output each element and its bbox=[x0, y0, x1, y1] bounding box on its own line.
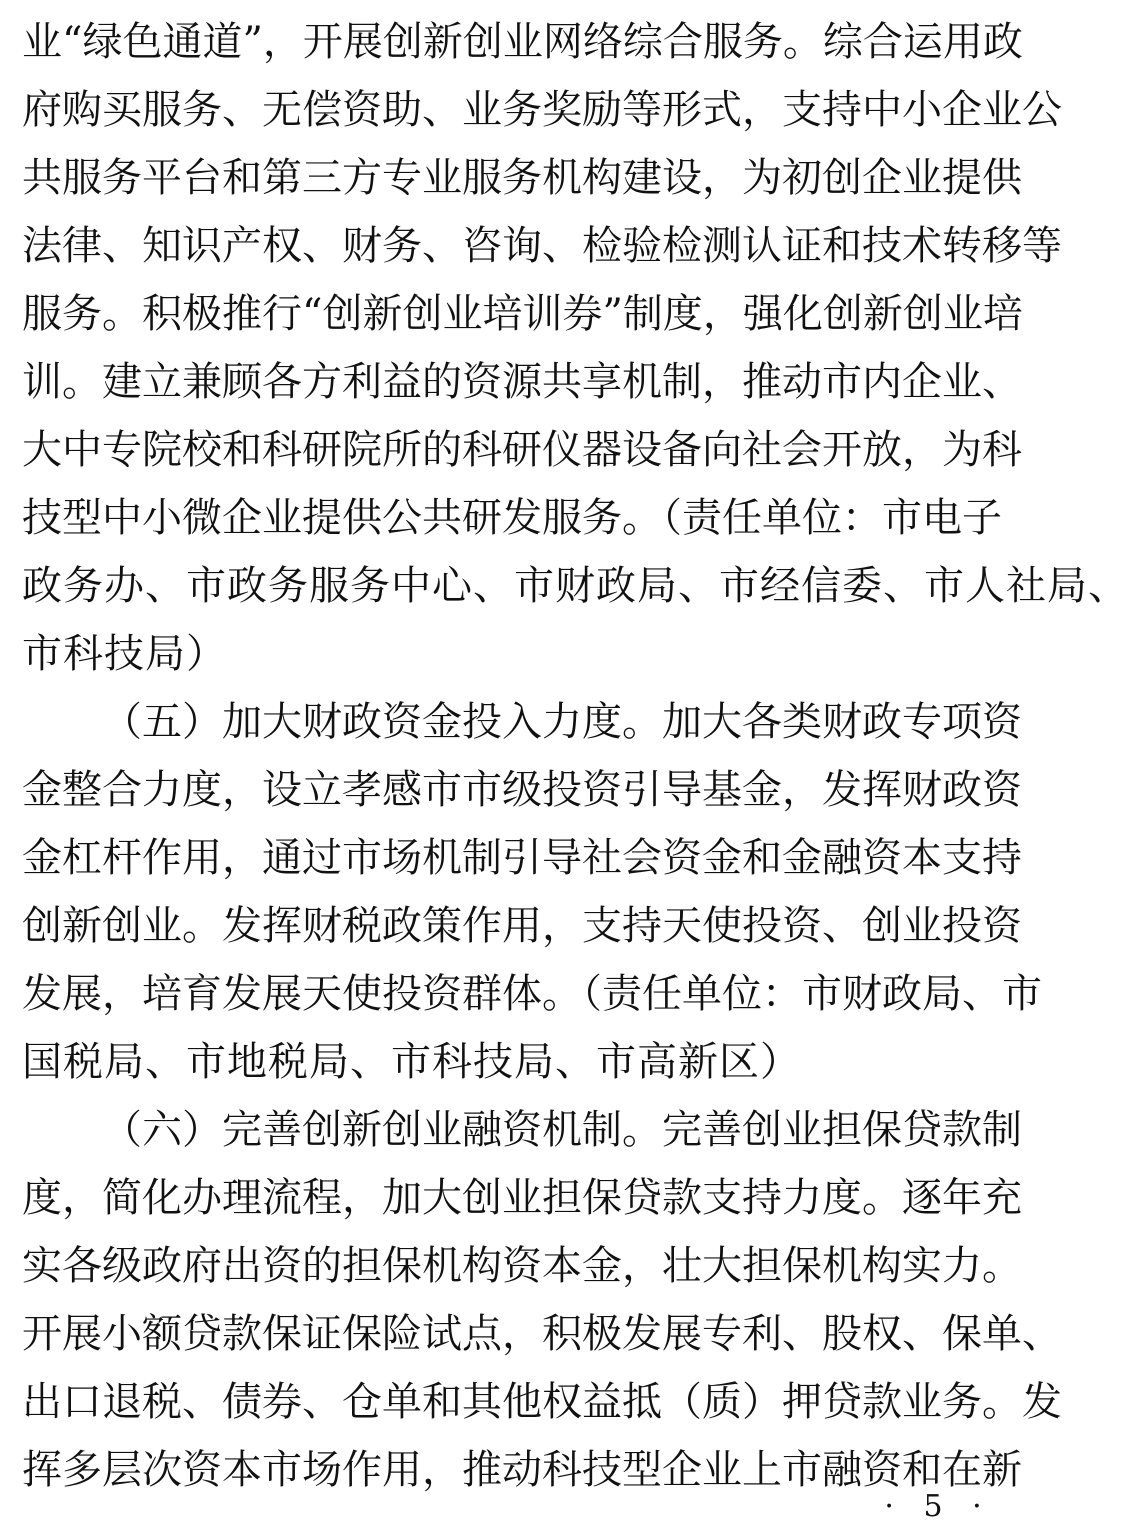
paragraph-line: 技型中小微企业提供公共研发服务。（责任单位：市电子 bbox=[22, 495, 1002, 541]
paragraph-line: 法律、知识产权、财务、咨询、检验检测认证和技术转移等 bbox=[22, 223, 1062, 269]
page-number: · 5 · bbox=[884, 1489, 992, 1524]
paragraph-line: 出口退税、债券、仓单和其他权益抵（质）押贷款业务。发 bbox=[22, 1379, 1062, 1425]
responsibility-line: 市科技局） bbox=[22, 631, 227, 677]
paragraph-line: 开展小额贷款保证保险试点，积极发展专利、股权、保单、 bbox=[22, 1311, 1062, 1357]
paragraph-line: 大中专院校和科研院所的科研仪器设备向社会开放，为科 bbox=[22, 427, 1022, 473]
responsibility-line: 国税局、市地税局、市科技局、市高新区） bbox=[22, 1039, 801, 1085]
paragraph-line: 金整合力度，设立孝感市市级投资引导基金，发挥财政资 bbox=[22, 767, 1022, 813]
paragraph-line: 府购买服务、无偿资助、业务奖励等形式，支持中小企业公 bbox=[22, 87, 1062, 133]
responsibility-line: 政务办、市政务服务中心、市财政局、市经信委、市人社局、 bbox=[22, 563, 1129, 609]
paragraph-line: 度，简化办理流程，加大创业担保贷款支持力度。逐年充 bbox=[22, 1175, 1022, 1221]
section-6-text: 完善创业担保贷款制 bbox=[662, 1107, 1022, 1153]
section-5-first-line bbox=[22, 688, 1022, 756]
paragraph-line: 训。建立兼顾各方利益的资源共享机制，推动市内企业、 bbox=[22, 359, 1022, 405]
paragraph-line: 业“绿色通道”，开展创新创业网络综合服务。综合运用政 bbox=[22, 19, 1023, 65]
paragraph-line: 发展，培育发展天使投资群体。（责任单位：市财政局、市 bbox=[22, 971, 1042, 1017]
section-6-heading: （六）完善创新创业融资机制。 bbox=[102, 1107, 662, 1153]
paragraph-line: 金杠杆作用，通过市场机制引导社会资金和金融资本支持 bbox=[22, 835, 1022, 881]
paragraph-line: 服务。积极推行“创新创业培训券”制度，强化创新创业培 bbox=[22, 291, 1023, 337]
section-6-first-line bbox=[22, 1096, 1022, 1164]
paragraph-line: 挥多层次资本市场作用，推动科技型企业上市融资和在新 bbox=[22, 1447, 1022, 1493]
section-5-heading: （五）加大财政资金投入力度。 bbox=[102, 699, 662, 745]
section-5-text: 加大各类财政专项资 bbox=[662, 699, 1022, 745]
paragraph-line: 共服务平台和第三方专业服务机构建设，为初创企业提供 bbox=[22, 155, 1022, 201]
paragraph-line: 创新创业。发挥财税政策作用，支持天使投资、创业投资 bbox=[22, 903, 1022, 949]
paragraph-line: 实各级政府出资的担保机构资本金，壮大担保机构实力。 bbox=[22, 1243, 1022, 1289]
